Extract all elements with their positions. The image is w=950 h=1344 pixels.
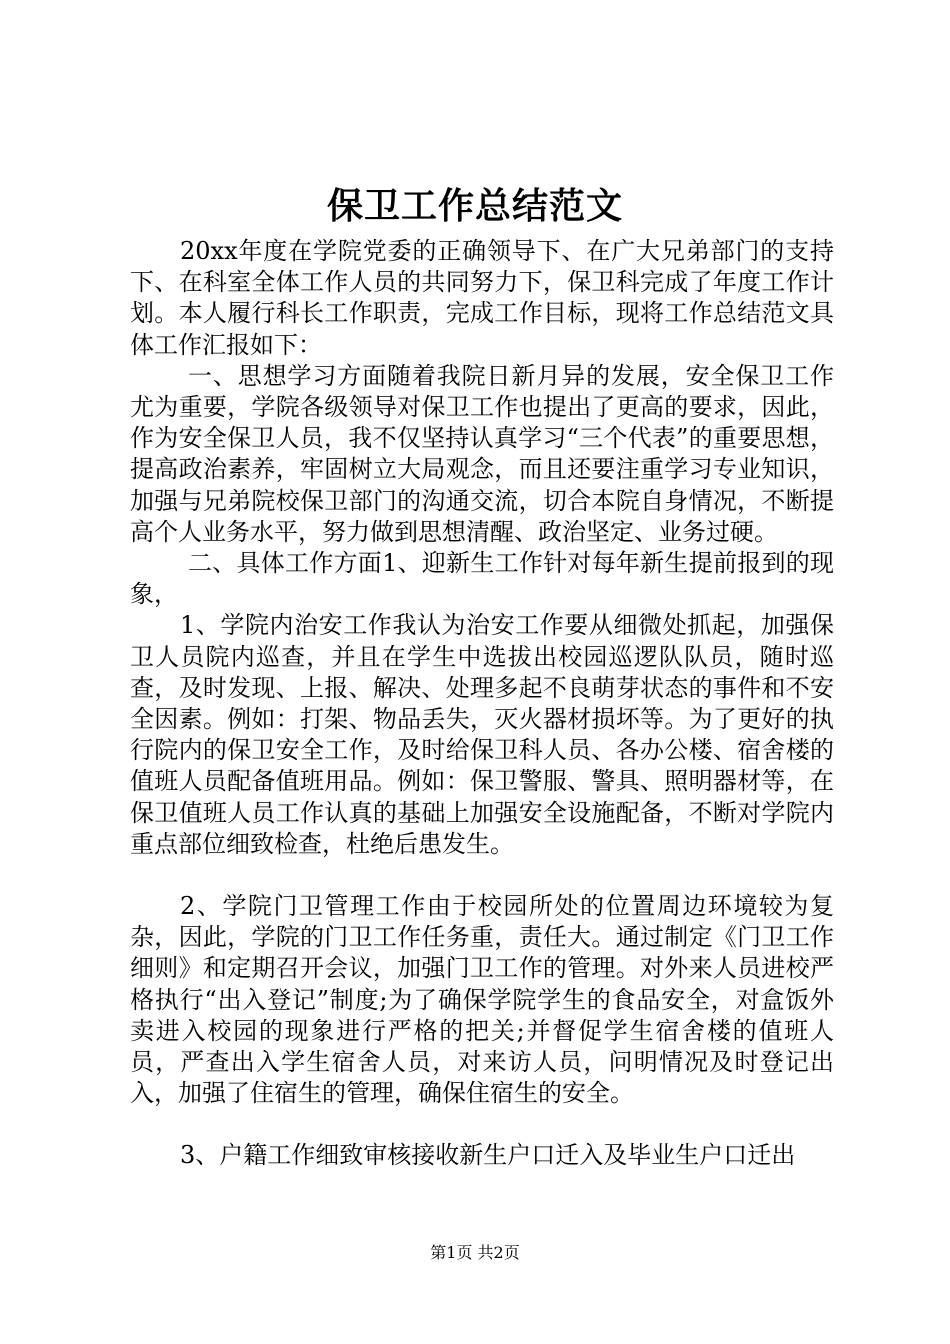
- document-body: [130, 236, 834, 1172]
- paragraph-gate-management: 2、学院门卫管理工作由于校园所处的位置周边环境较为复杂，因此，学院的门卫工作任务重，责任大。通过制定《门卫工作细则》和定期召开会议，加强门卫工作的管理。对外来人员进校严格执行“出入登记”制度;为了确保学院学生的食品安全，对盒饭外卖进入校园的现象进行严格的把关;并督促学生宿舍楼的值班人员，严查出入学生宿舍人员，对来访人员，问明情况及时登记出入，加强了住宿生的管理，确保住宿生的安全。: [130, 892, 834, 1108]
- document-title: 保卫工作总结范文: [326, 185, 623, 227]
- paragraph-intro: 20xx年度在学院党委的正确领导下、在广大兄弟部门的支持下、在科室全体工作人员的共同努力下，保卫科完成了年度工作计划。本人履行科长工作职责，完成工作目标，现将工作总结范文具体工作汇报如下：: [130, 237, 834, 359]
- paragraph-spacer: [130, 860, 834, 891]
- paragraph-specific-work: 二、具体工作方面1、迎新生工作针对每年新生提前报到的现象，: [130, 549, 834, 609]
- paragraph-thought-study: 一、思想学习方面随着我院日新月异的发展，安全保卫工作尤为重要，学院各级领导对保卫工作也提出了更高的要求，因此，作为安全保卫人员，我不仅坚持认真学习“三个代表”的重要思想，提高政治素养，牢固树立大局观念，而且还要注重学习专业知识，加强与兄弟院校保卫部门的沟通交流，切合本院自身情况，不断提高个人业务水平，努力做到思想清醒、政治坚定、业务过硬。: [130, 361, 834, 546]
- paragraph-household-registration: 3、户籍工作细致审核接收新生户口迁入及毕业生户口迁出: [180, 1141, 796, 1170]
- page-number-footer: 第1页 共2页: [430, 1243, 520, 1262]
- paragraph-spacer: [130, 1109, 834, 1140]
- paragraph-campus-security: 1、学院内治安工作我认为治安工作要从细微处抓起，加强保卫人员院内巡查，并且在学生中选拔出校园巡逻队队员，随时巡查，及时发现、上报、解决、处理多起不良萌芽状态的事件和不安全因素。例如：打架、物品丢失，灭火器材损坏等。为了更好的执行院内的保卫安全工作，及时给保卫科人员、各办公楼、宿舍楼的值班人员配备值班用品。例如：保卫警服、警具、照明器材等，在保卫值班人员工作认真的基础上加强安全设施配备，不断对学院内重点部位细致检查，杜绝后患发生。: [130, 611, 834, 858]
